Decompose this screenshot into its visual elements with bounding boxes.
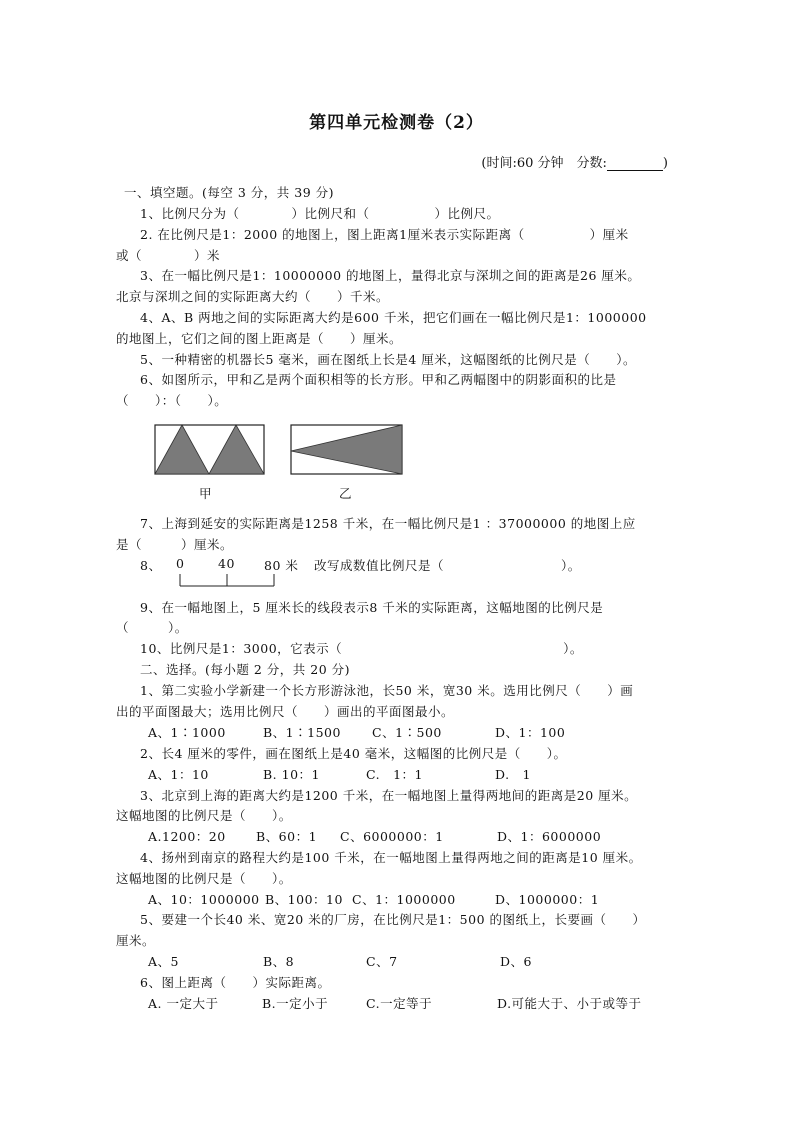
q2-1-option-a: A、1∶1000: [148, 725, 226, 740]
q2-1-option-b: B、1∶1500: [263, 725, 341, 740]
section2-heading: 二、选择。(每小题 2 分，共 20 分): [140, 662, 351, 677]
q2-2-option-c: C. 1：1: [366, 767, 423, 782]
q1-3-line2: 北京与深圳之间的实际距离大约（ ）千米。: [116, 289, 390, 304]
scale-tick-40: 40: [218, 556, 235, 571]
section1-heading: 一、填空题。(每空 3 分，共 39 分): [124, 185, 335, 200]
q2-5-option-d: D、6: [500, 954, 532, 969]
q2-6: 6、图上距离（ ）实际距离。: [140, 975, 331, 990]
time-score-label: (时间:60 分钟 分数:: [481, 156, 607, 171]
q2-1-option-d: D、1：100: [495, 725, 566, 740]
q2-2-option-d: D. 1: [495, 767, 532, 782]
score-blank: [607, 157, 663, 171]
q2-2-option-b: B. 10：1: [263, 767, 320, 782]
q2-3-line2: 这幅地图的比例尺是（ ）。: [116, 808, 292, 823]
q1-9-line1: 9、在一幅地图上，5 厘米长的线段表示8 千米的实际距离，这幅地图的比例尺是: [140, 600, 604, 615]
scale-tick-0: 0: [176, 556, 185, 571]
q1-6-line2: （ ）：（ ）。: [116, 393, 228, 408]
q1-2-line2: 或（ ）米: [116, 248, 221, 263]
q2-6-option-d: D.可能大于、小于或等于: [497, 996, 642, 1011]
q2-5-option-b: B、8: [263, 954, 295, 969]
q2-1-line1: 1、第二实验小学新建一个长方形游泳池，长50 米，宽30 米。选用比例尺（ ）画: [140, 683, 634, 698]
q1-7-line2: 是（ ）厘米。: [116, 537, 234, 552]
figure-label-jia: 甲: [199, 486, 213, 501]
q2-4-option-c: C、1：1000000: [352, 892, 456, 907]
q1-2-line1: 2. 在比例尺是1：2000 的地图上，图上距离1厘米表示实际距离（ ）厘米: [140, 227, 629, 242]
q1-7-line1: 7、上海到延安的实际距离是1258 千米，在一幅比例尺是1 ：37000000 的地图上应: [140, 516, 636, 531]
q1-3-line1: 3、在一幅比例尺是1：10000000 的地图上，量得北京与深圳之间的距离是26 厘米。: [140, 268, 641, 283]
figure-jia: [154, 424, 266, 476]
time-score-end: ): [662, 156, 668, 171]
q1-8-text: 改写成数值比例尺是（ ）。: [314, 558, 581, 573]
q1-10: 10、比例尺是1：3000，它表示（ ）。: [140, 641, 583, 656]
q2-3-option-a: A.1200：20: [148, 829, 226, 844]
page-title: 第四单元检测卷（2）: [309, 113, 484, 133]
q2-6-option-b: B.一定小于: [262, 996, 329, 1011]
q2-1-line2: 出的平面图最大；选用比例尺（ ）画出的平面图最小。: [116, 704, 455, 719]
q1-1: 1、比例尺分为（ ）比例尺和（ ）比例尺。: [140, 206, 500, 221]
q1-4-line2: 的地图上，它们之间的图上距离是（ ）厘米。: [116, 331, 403, 346]
q1-6-line1: 6、如图所示，甲和乙是两个面积相等的长方形。甲和乙两幅图中的阴影面积的比是: [140, 372, 617, 387]
q2-4-line2: 这幅地图的比例尺是（ ）。: [116, 871, 292, 886]
q2-5-line1: 5、要建一个长40 米、宽20 米的厂房，在比例尺是1：500 的图纸上，长要画（ ）: [140, 912, 646, 927]
q2-2: 2、长4 厘米的零件，画在图纸上是40 毫米，这幅图的比例尺是（ ）。: [140, 746, 567, 761]
q2-3-line1: 3、北京到上海的距离大约是1200 千米，在一幅地图上量得两地间的距离是20 厘米。: [140, 788, 638, 803]
q1-8-number: 8、: [140, 558, 162, 573]
q2-4-option-a: A、10：1000000: [148, 892, 260, 907]
scale-bar: [178, 572, 278, 588]
q2-6-option-c: C.一定等于: [366, 996, 433, 1011]
figure-yi: [290, 424, 404, 476]
scale-tick-80: 80 米: [264, 558, 299, 573]
q2-2-option-a: A、1：10: [148, 767, 209, 782]
q2-3-option-b: B、60：1: [256, 829, 318, 844]
q2-4-line1: 4、扬州到南京的路程大约是100 千米，在一幅地图上量得两地之间的距离是10 厘米。: [140, 850, 642, 865]
q2-5-line2: 厘米。: [116, 933, 156, 948]
q2-5-option-a: A、5: [148, 954, 179, 969]
q1-9-line2: （ ）。: [116, 620, 188, 635]
q1-5: 5、一种精密的机器长5 毫米，画在图纸上长是4 厘米，这幅图纸的比例尺是（ ）。: [140, 352, 637, 367]
time-score-line: [481, 152, 668, 171]
q2-3-option-d: D、1：6000000: [497, 829, 602, 844]
q2-1-option-c: C、1∶500: [372, 725, 442, 740]
q2-5-option-c: C、7: [366, 954, 398, 969]
q2-6-option-a: A. 一定大于: [148, 996, 219, 1011]
q2-4-option-d: D、1000000：1: [495, 892, 600, 907]
q2-4-option-b: B、100：10: [265, 892, 343, 907]
q1-4-line1: 4、A、B 两地之间的实际距离大约是600 千米，把它们画在一幅比例尺是1：1000000: [140, 310, 647, 325]
q2-3-option-c: C、6000000：1: [340, 829, 444, 844]
figure-label-yi: 乙: [339, 486, 353, 501]
